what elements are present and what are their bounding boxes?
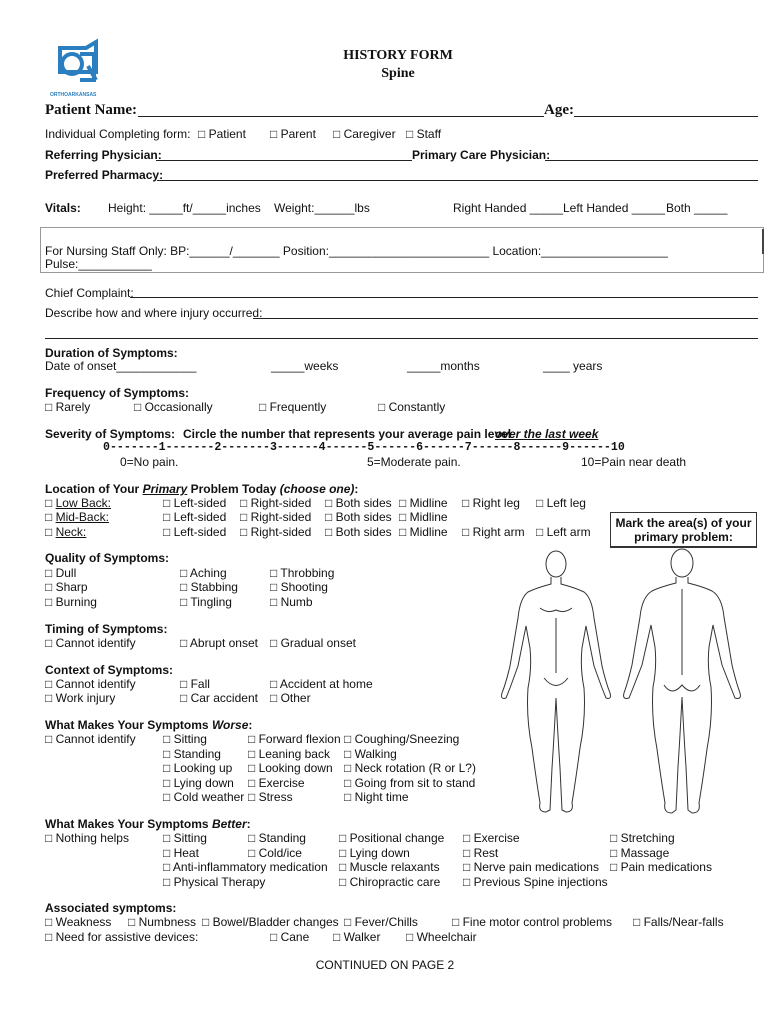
mid-back-left[interactable]: □ Left-sided: [163, 510, 227, 524]
location-heading-primary: Primary: [142, 482, 188, 496]
quality-aching[interactable]: □ Aching: [180, 566, 227, 580]
assoc-cane[interactable]: □ Cane: [270, 930, 310, 944]
location-heading-c: Problem Today: [187, 482, 280, 496]
months-field[interactable]: _____months: [407, 359, 480, 373]
assoc-bowel-bladder[interactable]: □ Bowel/Bladder changes: [202, 915, 339, 929]
worse-coughing[interactable]: □ Coughing/Sneezing: [344, 732, 460, 746]
pain-scale-mid: 5=Moderate pain.: [367, 455, 461, 469]
worse-heading-a: What Makes Your Symptoms: [45, 718, 212, 732]
patient-name-field[interactable]: [138, 116, 544, 117]
low-back-label: Low Back:: [55, 496, 111, 510]
worse-lying-down[interactable]: □ Lying down: [163, 776, 234, 790]
worse-cold-weather[interactable]: □ Cold weather: [163, 790, 245, 804]
pain-scale[interactable]: 0-------1-------2-------3------4------5------6------7------8------9------10: [103, 441, 625, 454]
better-massage[interactable]: □ Massage: [610, 846, 670, 860]
weight-field[interactable]: Weight:______lbs: [274, 201, 370, 215]
frequency-constantly-checkbox[interactable]: □ Constantly: [378, 400, 446, 414]
frequency-occasionally-checkbox[interactable]: □ Occasionally: [134, 400, 213, 414]
assoc-fever-chills[interactable]: □ Fever/Chills: [344, 915, 418, 929]
worse-heading-c: :: [248, 718, 253, 732]
worse-night-time[interactable]: □ Night time: [344, 790, 409, 804]
mid-back-label: Mid-Back:: [55, 510, 109, 524]
better-chiropractic[interactable]: □ Chiropractic care: [339, 875, 441, 889]
low-back-right[interactable]: □ Right-sided: [240, 496, 312, 510]
worse-looking-up[interactable]: □ Looking up: [163, 761, 233, 775]
context-car-accident[interactable]: □ Car accident: [180, 691, 258, 705]
logo-caption: ORTHOARKANSAS: [50, 92, 97, 98]
context-home-accident[interactable]: □ Accident at home: [270, 677, 373, 691]
vitals-label: Vitals:: [45, 201, 81, 215]
neck-region[interactable]: □ Neck:: [45, 525, 87, 539]
clinic-logo: [50, 38, 106, 94]
timing-abrupt[interactable]: □ Abrupt onset: [180, 636, 258, 650]
worse-looking-down[interactable]: □ Looking down: [248, 761, 333, 775]
context-work-injury[interactable]: □ Work injury: [45, 691, 116, 705]
duration-heading: Duration of Symptoms:: [45, 346, 178, 360]
assoc-falls[interactable]: □ Falls/Near-falls: [633, 915, 724, 929]
location-heading-e: :: [354, 482, 359, 496]
nursing-pulse-line[interactable]: Pulse:___________: [45, 257, 152, 271]
better-pain-meds[interactable]: □ Pain medications: [610, 860, 712, 874]
quality-dull[interactable]: □ Dull: [45, 566, 77, 580]
injury-description-field-2[interactable]: [45, 338, 758, 339]
worse-neck-rotation[interactable]: □ Neck rotation (R or L?): [344, 761, 476, 775]
quality-throbbing[interactable]: □ Throbbing: [270, 566, 335, 580]
severity-emphasis: over the last week: [495, 427, 599, 441]
frequency-frequently-checkbox[interactable]: □ Frequently: [259, 400, 327, 414]
mark-area-line1: Mark the area(s) of your: [615, 516, 752, 530]
worse-sit-to-stand[interactable]: □ Going from sit to stand: [344, 776, 476, 790]
chief-complaint-field[interactable]: [130, 297, 758, 298]
low-back-midline[interactable]: □ Midline: [399, 496, 448, 510]
onset-date-field[interactable]: Date of onset____________: [45, 359, 197, 373]
timing-heading: Timing of Symptoms:: [45, 622, 168, 636]
neck-both[interactable]: □ Both sides: [325, 525, 392, 539]
better-heat[interactable]: □ Heat: [163, 846, 199, 860]
better-heading-a: What Makes Your Symptoms: [45, 817, 212, 831]
better-rest[interactable]: □ Rest: [463, 846, 499, 860]
context-cannot-identify[interactable]: □ Cannot identify: [45, 677, 136, 691]
worse-heading-b: Worse: [211, 718, 249, 732]
form-subtitle: Spine: [381, 66, 415, 81]
severity-instruction: Circle the number that represents your average pain level: [183, 427, 512, 441]
mark-area-line2: primary problem:: [634, 530, 733, 544]
injury-description-label: Describe how and where injury occurred:: [45, 306, 263, 320]
primary-care-field[interactable]: [545, 160, 758, 161]
patient-name-label: Patient Name:: [45, 102, 138, 118]
completing-label: Individual Completing form:: [45, 127, 191, 141]
timing-cannot-identify[interactable]: □ Cannot identify: [45, 636, 136, 650]
completing-patient-checkbox[interactable]: □ Patient: [198, 127, 246, 141]
body-diagram-front[interactable]: [496, 548, 616, 820]
pharmacy-label: Preferred Pharmacy:: [45, 168, 164, 182]
better-nerve-meds[interactable]: □ Nerve pain medications: [463, 860, 599, 874]
quality-heading: Quality of Symptoms:: [45, 551, 170, 565]
low-back-left-leg[interactable]: □ Left leg: [536, 496, 586, 510]
low-back-region[interactable]: □ Low Back:: [45, 496, 111, 510]
mid-back-midline[interactable]: □ Midline: [399, 510, 448, 524]
worse-stress[interactable]: □ Stress: [248, 790, 293, 804]
referring-physician-label: Referring Physician:: [45, 148, 162, 162]
better-positional-change[interactable]: □ Positional change: [339, 831, 445, 845]
worse-leaning-back[interactable]: □ Leaning back: [248, 747, 330, 761]
worse-walking[interactable]: □ Walking: [344, 747, 397, 761]
better-heading-b: Better: [211, 817, 247, 831]
continued-note: CONTINUED ON PAGE 2: [315, 958, 455, 972]
chief-complaint-label: Chief Complaint:: [45, 286, 134, 300]
completing-parent-checkbox[interactable]: □ Parent: [270, 127, 316, 141]
completing-staff-checkbox[interactable]: □ Staff: [406, 127, 442, 141]
better-physical-therapy[interactable]: □ Physical Therapy: [163, 875, 266, 889]
location-heading: [45, 482, 358, 496]
neck-left-arm[interactable]: □ Left arm: [536, 525, 591, 539]
frequency-heading: Frequency of Symptoms:: [45, 386, 190, 400]
pain-scale-high: 10=Pain near death: [581, 455, 687, 469]
mid-back-both[interactable]: □ Both sides: [325, 510, 392, 524]
better-lying-down[interactable]: □ Lying down: [339, 846, 410, 860]
context-fall[interactable]: □ Fall: [180, 677, 210, 691]
age-field[interactable]: [574, 116, 758, 117]
better-heading: [45, 817, 251, 831]
worse-forward-flexion[interactable]: □ Forward flexion: [248, 732, 341, 746]
worse-standing[interactable]: □ Standing: [163, 747, 221, 761]
low-back-right-leg[interactable]: □ Right leg: [462, 496, 520, 510]
frequency-rarely-checkbox[interactable]: □ Rarely: [45, 400, 91, 414]
better-standing[interactable]: □ Standing: [248, 831, 306, 845]
right-handed-field[interactable]: Right Handed _____: [453, 201, 564, 215]
better-heading-c: :: [246, 817, 251, 831]
neck-midline[interactable]: □ Midline: [399, 525, 448, 539]
better-muscle-relaxants[interactable]: □ Muscle relaxants: [339, 860, 440, 874]
worse-sitting[interactable]: □ Sitting: [163, 732, 207, 746]
neck-right-arm[interactable]: □ Right arm: [462, 525, 525, 539]
assoc-assistive-devices[interactable]: □ Need for assistive devices:: [45, 930, 199, 944]
better-anti-inflammatory[interactable]: □ Anti-inflammatory medication: [163, 860, 328, 874]
left-handed-field[interactable]: Left Handed _____: [563, 201, 666, 215]
primary-care-label: Primary Care Physician:: [412, 148, 551, 162]
worse-cannot-identify[interactable]: □ Cannot identify: [45, 732, 136, 746]
both-handed-field[interactable]: Both _____: [666, 201, 728, 215]
quality-stabbing[interactable]: □ Stabbing: [180, 580, 238, 594]
injury-description-field[interactable]: [253, 318, 758, 319]
better-cold-ice[interactable]: □ Cold/ice: [248, 846, 302, 860]
quality-tingling[interactable]: □ Tingling: [180, 595, 232, 609]
better-nothing-helps[interactable]: □ Nothing helps: [45, 831, 129, 845]
worse-heading: [45, 718, 252, 732]
form-title: HISTORY FORM: [343, 48, 453, 63]
quality-numb[interactable]: □ Numb: [270, 595, 313, 609]
neck-right[interactable]: □ Right-sided: [240, 525, 312, 539]
low-back-left[interactable]: □ Left-sided: [163, 496, 227, 510]
neck-label: Neck:: [55, 525, 87, 539]
timing-gradual[interactable]: □ Gradual onset: [270, 636, 356, 650]
context-heading: Context of Symptoms:: [45, 663, 174, 677]
assoc-fine-motor[interactable]: □ Fine motor control problems: [452, 915, 612, 929]
location-heading-a: Location of Your: [45, 482, 143, 496]
completing-caregiver-checkbox[interactable]: □ Caregiver: [333, 127, 396, 141]
years-field[interactable]: ____ years: [543, 359, 603, 373]
assoc-numbness[interactable]: □ Numbness: [128, 915, 196, 929]
assoc-walker[interactable]: □ Walker: [333, 930, 381, 944]
context-other[interactable]: □ Other: [270, 691, 311, 705]
nursing-box-edge: [762, 229, 764, 254]
height-field[interactable]: Height: _____ft/_____inches: [108, 201, 261, 215]
severity-heading: Severity of Symptoms:: [45, 427, 176, 441]
neck-left[interactable]: □ Left-sided: [163, 525, 227, 539]
referring-physician-field[interactable]: [156, 160, 412, 161]
assoc-wheelchair[interactable]: □ Wheelchair: [406, 930, 477, 944]
weeks-field[interactable]: _____weeks: [271, 359, 339, 373]
better-stretching[interactable]: □ Stretching: [610, 831, 675, 845]
nursing-vitals-line[interactable]: For Nursing Staff Only: BP:______/_______ Position:________________________ Location:___________________: [45, 244, 668, 258]
better-spine-injections[interactable]: □ Previous Spine injections: [463, 875, 608, 889]
worse-exercise[interactable]: □ Exercise: [248, 776, 305, 790]
assoc-weakness[interactable]: □ Weakness: [45, 915, 112, 929]
associated-heading: Associated symptoms:: [45, 901, 177, 915]
location-heading-choose: (choose one): [279, 482, 355, 496]
mid-back-region[interactable]: □ Mid-Back:: [45, 510, 109, 524]
age-label: Age:: [544, 102, 574, 118]
pharmacy-field[interactable]: [157, 180, 758, 181]
quality-burning[interactable]: □ Burning: [45, 595, 97, 609]
low-back-both[interactable]: □ Both sides: [325, 496, 392, 510]
quality-sharp[interactable]: □ Sharp: [45, 580, 88, 594]
quality-shooting[interactable]: □ Shooting: [270, 580, 328, 594]
pain-scale-low: 0=No pain.: [120, 455, 179, 469]
mid-back-right[interactable]: □ Right-sided: [240, 510, 312, 524]
better-sitting[interactable]: □ Sitting: [163, 831, 207, 845]
better-exercise[interactable]: □ Exercise: [463, 831, 520, 845]
body-diagram-back[interactable]: [620, 545, 744, 820]
